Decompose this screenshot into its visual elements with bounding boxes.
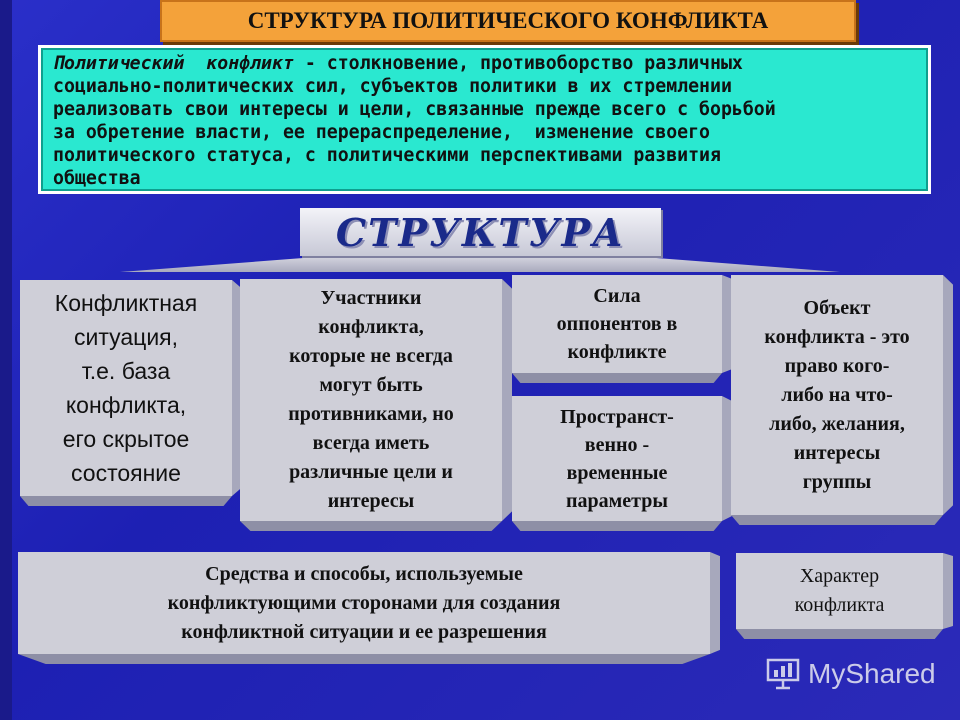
presentation-icon: [766, 657, 800, 691]
definition-line-3: реализовать свои интересы и цели, связанные прежде всего с борьбой: [53, 99, 776, 120]
myshared-watermark: [766, 654, 936, 694]
card-opponents-strength: [512, 275, 722, 373]
card-opponents-strength-text: Сила оппонентов в конфликте: [556, 285, 678, 363]
card-character: [736, 553, 943, 629]
card-object-text: Объект конфликта - это право кого- либо на что- либо, желания, интересы группы: [764, 296, 910, 493]
card-conflict-situation-text: Конфликтная ситуация, т.е. база конфликта, его скрытое состояние: [54, 290, 198, 486]
left-frame-edge: [0, 0, 12, 720]
card-means-text: Средства и способы, используемые конфликтующими сторонами для создания конфликтной ситуации и ее разрешения: [167, 562, 561, 643]
definition-line-4: за обретение власти, ее перераспределение, изменение своего: [53, 122, 710, 143]
definition-box: [38, 45, 931, 194]
card-object: [731, 275, 943, 515]
definition-term: Политический конфликт: [53, 53, 294, 74]
definition-line-1: [53, 52, 918, 75]
card-participants-text: Участники конфликта, которые не всегда могут быть противниками, но всегда иметь различные цели и интересы: [288, 287, 454, 512]
card-space-time: [512, 396, 722, 521]
watermark-text: MyShared: [808, 658, 936, 689]
page-title: СТРУКТУРА ПОЛИТИЧЕСКОГО КОНФЛИКТА: [160, 0, 856, 42]
definition-line-1-rest: - столкновение, противоборство различных: [293, 53, 743, 74]
card-conflict-situation: [20, 280, 232, 496]
card-means: [18, 552, 710, 654]
structure-label: СТРУКТУРА: [335, 209, 626, 255]
definition-line-2: социально-политических сил, субъектов политики в их стремлении: [53, 76, 732, 97]
card-space-time-text: Пространст- венно - временные параметры: [560, 405, 674, 512]
card-character-text: Характер конфликта: [794, 565, 885, 616]
card-participants: [240, 279, 502, 521]
structure-tab: [300, 208, 661, 256]
definition-line-5: политического статуса, с политическими перспективами развития: [53, 145, 721, 166]
definition-line-6: общества: [53, 168, 141, 189]
